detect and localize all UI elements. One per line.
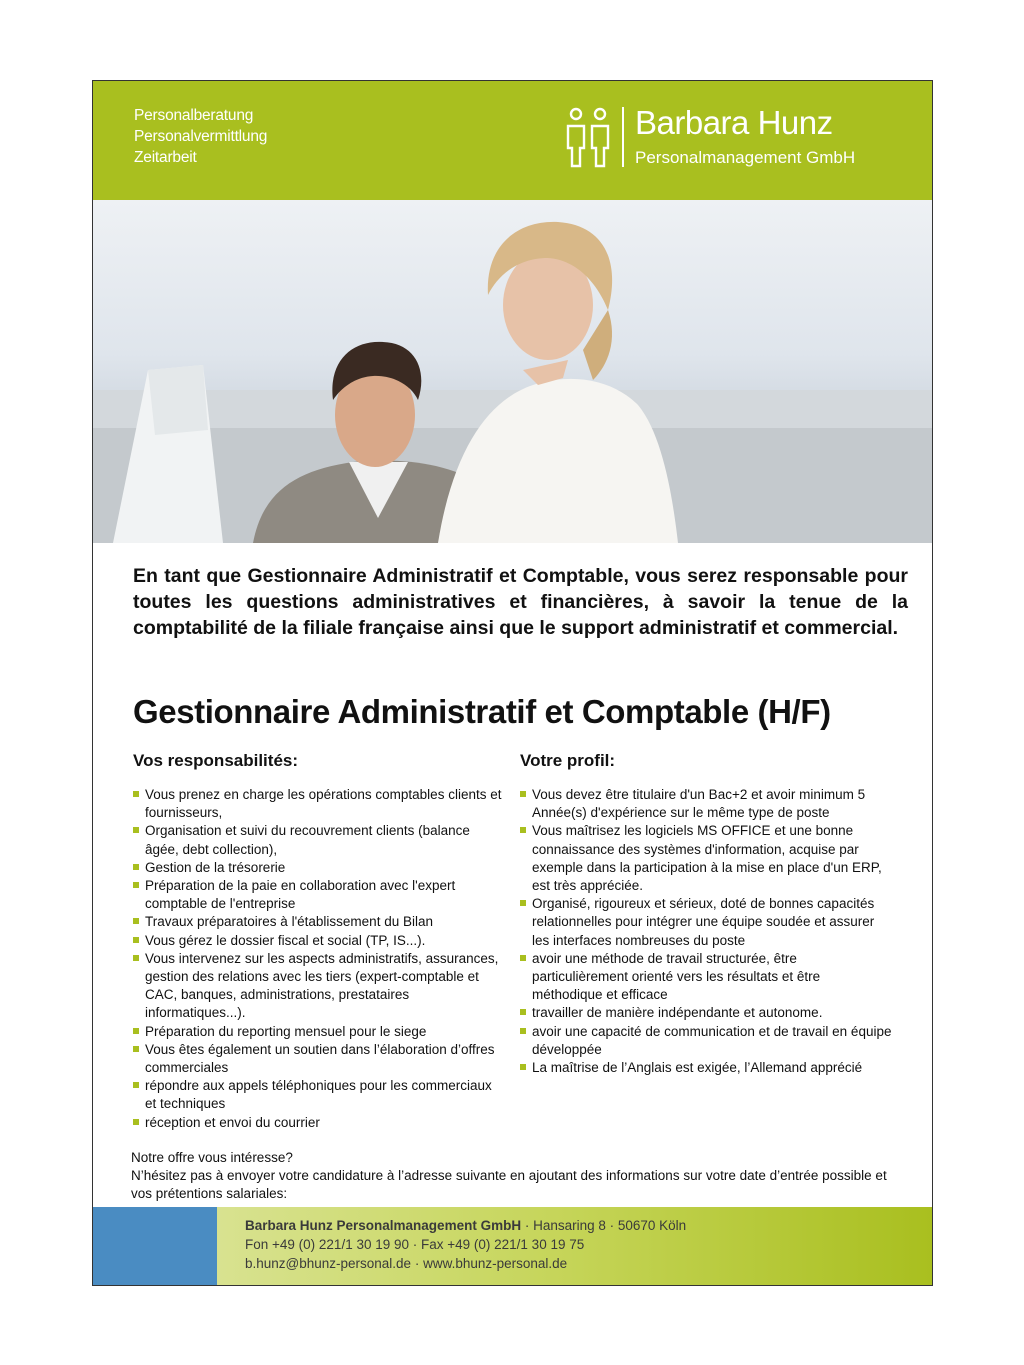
- email-web-line[interactable]: b.hunz@bhunz-personal.de · www.bhunz-personal.de: [245, 1256, 568, 1271]
- contact-info: [245, 1216, 686, 1273]
- logo-name: Barbara Hunz: [635, 104, 833, 141]
- office-photo: [93, 200, 932, 543]
- list-item: répondre aux appels téléphoniques pour les commerciaux et techniques: [133, 1077, 503, 1113]
- list-item: avoir une méthode de travail structurée, être particulièrement orienté vers les résultats et être méthodique et efficace: [520, 950, 892, 1005]
- closing-question: Notre offre vous intéresse?: [131, 1150, 293, 1165]
- list-item: Vous gérez le dossier fiscal et social (TP, IS...).: [133, 932, 503, 950]
- list-item: Préparation de la paie en collaboration avec l'expert comptable de l'entreprise: [133, 877, 503, 913]
- closing-instructions: N’hésitez pas à envoyer votre candidature à l’adresse suivante en ajoutant des informations sur votre date d’entrée possible et vos prétentions salariales:: [131, 1168, 887, 1201]
- profile-heading: Votre profil:: [520, 751, 616, 770]
- list-item: Vous êtes également un soutien dans l’élaboration d’offres commerciales: [133, 1041, 503, 1077]
- phone-fax-line: Fon +49 (0) 221/1 30 19 90 · Fax +49 (0) 221/1 30 19 75: [245, 1237, 585, 1252]
- list-item: Vous maîtrisez les logiciels MS OFFICE et une bonne connaissance des systèmes d'information, acquise par exemple dans la participation à la mise en place d'un ERP, est très appréciée.: [520, 822, 892, 895]
- address-line: [245, 1216, 686, 1235]
- footer-blue-block: [93, 1207, 217, 1285]
- profile-list: [520, 786, 892, 1077]
- list-item: Travaux préparatoires à l'établissement du Bilan: [133, 913, 503, 931]
- people-logo-icon: [563, 106, 615, 170]
- services-list: [134, 105, 267, 168]
- logo-subtitle: Personalmanagement GmbH: [635, 148, 856, 167]
- service-item: Personalvermittlung: [134, 128, 268, 145]
- responsibilities-list: [133, 786, 503, 1132]
- job-title: Gestionnaire Administratif et Comptable (H/F): [133, 693, 831, 730]
- job-posting-page: [92, 80, 933, 1286]
- intro-paragraph: En tant que Gestionnaire Administratif et Comptable, vous serez responsable pour toutes les questions administratives et financières, à savoir la tenue de la comptabilité de la filiale française ainsi que le support administratif et commercial.: [133, 565, 908, 639]
- list-item: travailler de manière indépendante et autonome.: [520, 1004, 892, 1022]
- list-item: Vous intervenez sur les aspects administratifs, assurances, gestion des relations avec les tiers (expert-comptable et CAC, banques, administrations, prestataires informatiques...).: [133, 950, 503, 1023]
- list-item: Préparation du reporting mensuel pour le siege: [133, 1023, 503, 1041]
- list-item: Gestion de la trésorerie: [133, 859, 503, 877]
- list-item: La maîtrise de l’Anglais est exigée, l’Allemand apprécié: [520, 1059, 892, 1077]
- list-item: Vous devez être titulaire d'un Bac+2 et avoir minimum 5 Année(s) d'expérience sur le même type de poste: [520, 786, 892, 822]
- responsibilities-heading: Vos responsabilités:: [133, 751, 299, 770]
- list-item: Organisation et suivi du recouvrement clients (balance âgée, debt collection),: [133, 822, 503, 858]
- office-photo-illustration: [93, 200, 932, 543]
- service-item: Personalberatung: [134, 107, 254, 124]
- closing-text: [131, 1149, 891, 1203]
- list-item: réception et envoi du courrier: [133, 1114, 503, 1132]
- company-name: Barbara Hunz Personalmanagement GmbH: [245, 1218, 522, 1233]
- address-text: · Hansaring 8 · 50670 Köln: [521, 1218, 687, 1233]
- logo-divider: [622, 107, 624, 167]
- list-item: avoir une capacité de communication et de travail en équipe développée: [520, 1023, 892, 1059]
- header-banner: [93, 81, 932, 200]
- list-item: Vous prenez en charge les opérations comptables clients et fournisseurs,: [133, 786, 503, 822]
- footer-banner: [93, 1207, 932, 1285]
- service-item: Zeitarbeit: [134, 149, 197, 166]
- list-item: Organisé, rigoureux et sérieux, doté de bonnes capacités relationnelles pour intégrer une équipe soudée et assurer les interfaces nombreuses du poste: [520, 895, 892, 950]
